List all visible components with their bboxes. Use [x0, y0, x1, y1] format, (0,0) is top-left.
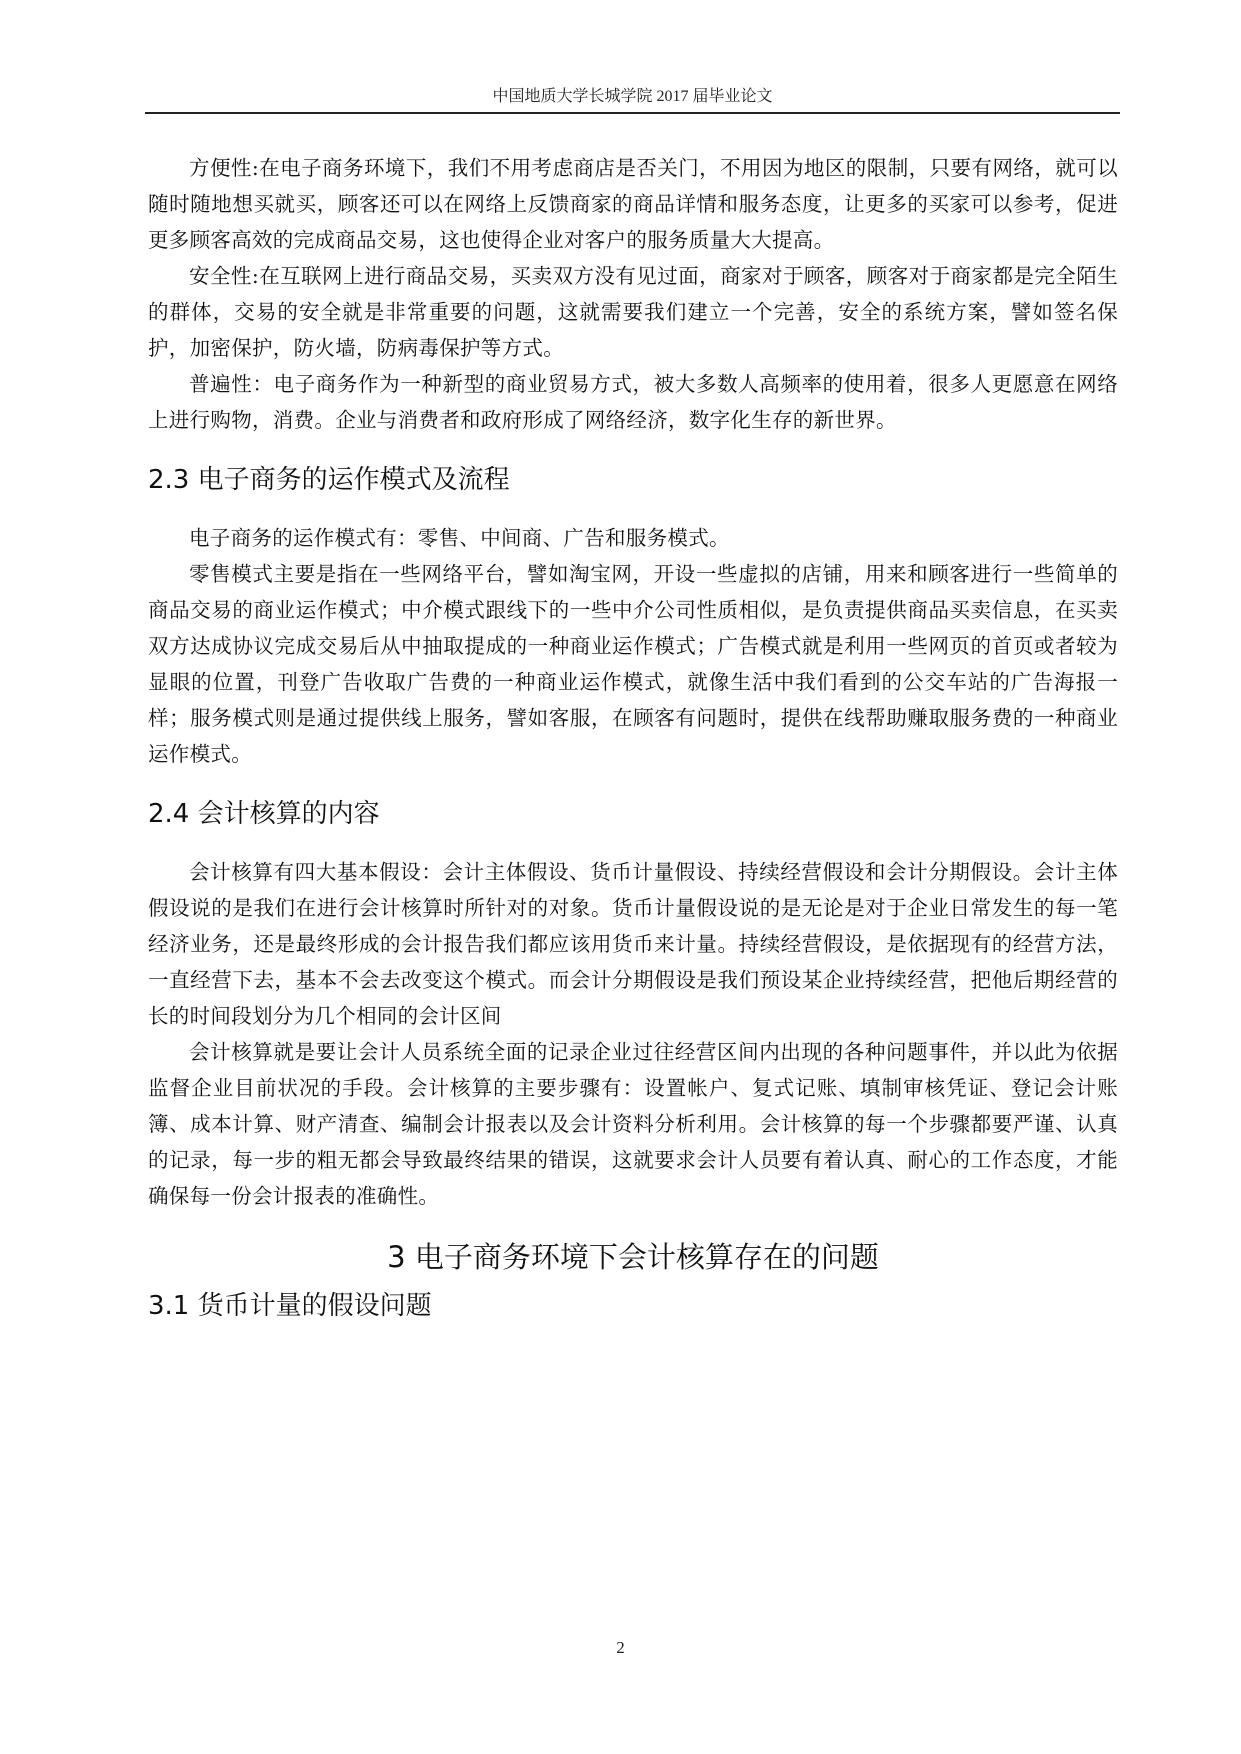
chapter-heading-3: 3 电子商务环境下会计核算存在的问题: [387, 1240, 879, 1274]
section-heading-2-4: 2.4 会计核算的内容: [148, 799, 380, 829]
paragraph-accounting-assumptions: 会计核算有四大基本假设：会计主体假设、货币计量假设、持续经营假设和会计分期假设。会计主体假设说的是我们在进行会计核算时所针对的对象。货币计量假设说的是无论是对于企业日常发生的每一笔经济业务，还是最终形成的会计报告我们都应该用货币来计量。持续经营假设，是依据现有的经营方法，一直经营下去，基本不会去改变这个模式。而会计分期假设是我们预设某企业持续经营，把他后期经营的长的时间段划分为几个相同的会计区间: [148, 860, 1118, 1028]
paragraph-universality: 普遍性：电子商务作为一种新型的商业贸易方式，被大多数人高频率的使用着，很多人更愿意在网络上进行购物，消费。企业与消费者和政府形成了网络经济，数字化生存的新世界。: [148, 372, 1118, 432]
page-header-title: 中国地质大学长城学院 2017 届毕业论文: [492, 88, 773, 105]
page-number: 2: [616, 1638, 625, 1657]
paragraph-operation-modes: 电子商务的运作模式有：零售、中间商、广告和服务模式。: [189, 526, 730, 550]
document-body: [148, 150, 1118, 1326]
section-heading-2-3: 2.3 电子商务的运作模式及流程: [148, 465, 510, 495]
header-divider: [145, 112, 1120, 114]
paragraph-mode-details: 零售模式主要是指在一些网络平台，譬如淘宝网，开设一些虚拟的店铺，用来和顾客进行一些简单的商品交易的商业运作模式；中介模式跟线下的一些中介公司性质相似，是负责提供商品买卖信息，在买卖双方达成协议完成交易后从中抽取提成的一种商业运作模式；广告模式就是利用一些网页的首页或者较为显眼的位置，刊登广告收取广告费的一种商业运作模式，就像生活中我们看到的公交车站的广告海报一样；服务模式则是通过提供线上服务，譬如客服，在顾客有问题时，提供在线帮助赚取服务费的一种商业运作模式。: [148, 562, 1118, 766]
paragraph-convenience: 方便性:在电子商务环境下，我们不用考虑商店是否关门，不用因为地区的限制，只要有网络，就可以随时随地想买就买，顾客还可以在网络上反馈商家的商品详情和服务态度，让更多的买家可以参考，促进更多顾客高效的完成商品交易，这也使得企业对客户的服务质量大大提高。: [148, 156, 1118, 252]
section-heading-3-1: 3.1 货币计量的假设问题: [148, 1291, 432, 1321]
paragraph-accounting-steps: 会计核算就是要让会计人员系统全面的记录企业过往经营区间内出现的各种问题事件，并以此为依据监督企业目前状况的手段。会计核算的主要步骤有：设置帐户、复式记账、填制审核凭证、登记会计账簿、成本计算、财产清查、编制会计报表以及会计资料分析利用。会计核算的每一个步骤都要严谨、认真的记录，每一步的粗无都会导致最终结果的错误，这就要求会计人员要有着认真、耐心的工作态度，才能确保每一份会计报表的准确性。: [148, 1040, 1118, 1208]
paragraph-security: 安全性:在互联网上进行商品交易，买卖双方没有见过面，商家对于顾客，顾客对于商家都是完全陌生的群体，交易的安全就是非常重要的问题，这就需要我们建立一个完善，安全的系统方案，譬如签名保护，加密保护，防火墙，防病毒保护等方式。: [148, 264, 1118, 360]
